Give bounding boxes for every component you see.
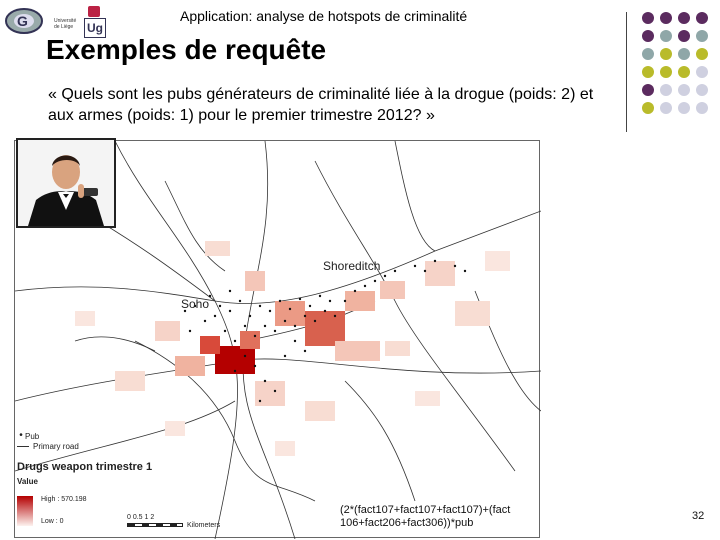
legend-road: [17, 441, 217, 451]
scale-unit: Kilometers: [187, 522, 221, 529]
place-label-soho: Soho: [181, 297, 210, 311]
place-label-shoreditch: Shoreditch: [323, 259, 381, 273]
legend-gradient-swatch: [17, 496, 33, 526]
svg-text:G: G: [17, 13, 28, 29]
question-text: « Quels sont les pubs générateurs de criminalité liée à la drogue (poids: 2) et aux armes (poids: 1) pour le premier trimestre 2012? »: [48, 86, 594, 124]
scale-ticks: 0 0.5 1 2: [127, 514, 155, 521]
legend-road-label: Primary road: [33, 441, 79, 451]
legend-pub: [17, 431, 217, 441]
pub-dot-icon: •: [19, 430, 23, 441]
legend-pub-label: Pub: [25, 431, 40, 441]
legend-title: Drugs weapon trimestre 1: [17, 461, 153, 473]
ug-badge: Ug: [84, 18, 106, 38]
portrait-photo: [16, 138, 116, 228]
formula-text: (2*(fact107+fact107+fact107)+(fact 106+fact206+fact306))*pub: [340, 504, 511, 529]
legend-high: High : 570.198: [41, 496, 87, 503]
hotspot-cells: [75, 241, 510, 456]
app-title: Application: analyse de hotspots de criminalité: [180, 8, 468, 24]
divider-line: [626, 12, 627, 132]
scale-bar: [127, 514, 287, 532]
legend-value-label: Value: [17, 477, 38, 486]
page-number: 32: [692, 510, 705, 522]
logo-g: [4, 6, 44, 36]
road-line-icon: [17, 446, 29, 447]
slide-title: Exemples de requête: [46, 34, 327, 65]
decorative-dot-grid: [640, 8, 720, 128]
scale-rect: [127, 523, 183, 527]
crest-icon: [88, 6, 100, 17]
legend-low: Low : 0: [41, 518, 64, 525]
university-text: Université de Liège: [54, 18, 77, 30]
university-logo: [54, 4, 112, 38]
